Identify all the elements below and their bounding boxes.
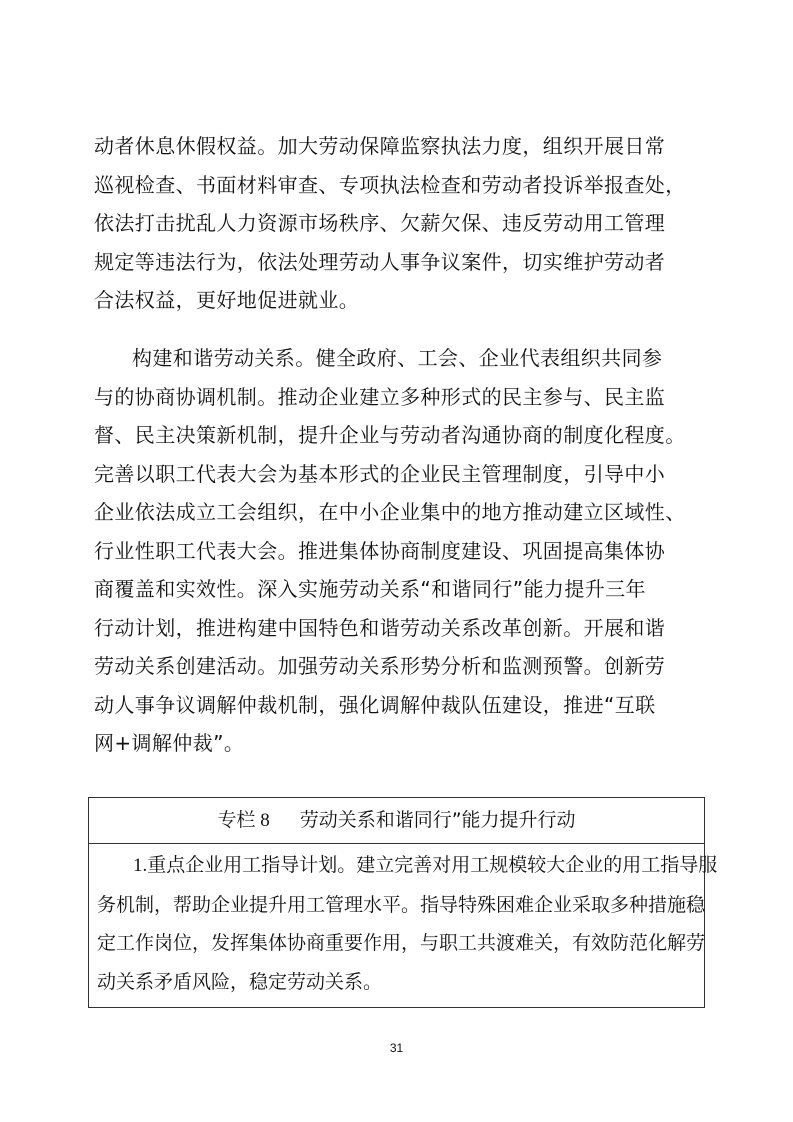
item-number: 1. xyxy=(133,855,148,876)
text-line: 商覆盖和实效性。深入实施劳动关系“和谐同行”能力提升三年 xyxy=(94,577,646,601)
text-line: 依法打击扰乱人力资源市场秩序、欠薪欠保、违反劳动用工管理 xyxy=(94,211,666,235)
text-line: 督、民主决策新机制，提升企业与劳动者沟通协商的制度化程度。 xyxy=(94,423,686,447)
text-line: 劳动关系创建活动。加强劳动关系形势分析和监测预警。创新劳 xyxy=(94,654,666,678)
text-line xyxy=(97,846,718,886)
text-line: 网+调解仲裁”。 xyxy=(94,731,245,755)
text-line: 动人事争议调解仲裁机制，强化调解仲裁队伍建设，推进“互联 xyxy=(94,692,656,717)
text-line: 完善以职工代表大会为基本形式的企业民主管理制度，引导中小 xyxy=(94,461,666,486)
column-title-text: 劳动关系和谐同行”能力提升行动 xyxy=(299,809,576,831)
text-line: 行动计划，推进构建中国特色和谐劳动关系改革创新。开展和谐 xyxy=(94,615,666,640)
text-line: 与的协商协调机制。推动企业建立多种形式的民主参与、民主监 xyxy=(94,384,666,409)
text-line: 定工作岗位，发挥集体协商重要作用，与职工共渡难关，有效防范化解劳 xyxy=(97,932,706,954)
column-box xyxy=(88,797,718,1008)
paragraph-labor-relations xyxy=(94,339,702,763)
text-line: 合法权益，更好地促进就业。 xyxy=(94,288,360,312)
text-line: 动关系矛盾风险，稳定劳动关系。 xyxy=(97,970,383,993)
paragraph-worker-rights xyxy=(94,127,702,320)
text-line: 动者休息休假权益。加大劳动保障监察执法力度，组织开展日常 xyxy=(94,134,666,158)
text-line: 规定等违法行为，依法处理劳动人事争议案件，切实维护劳动者 xyxy=(94,249,666,274)
column-number: 专栏 8 xyxy=(217,810,270,831)
text-line: 构建和谐劳动关系。健全政府、工会、企业代表组织共同参 xyxy=(132,346,663,370)
page-number: 31 xyxy=(389,1041,404,1055)
column-box-body xyxy=(97,846,718,1001)
text-line: 务机制，帮助企业提升用工管理水平。指导特殊困难企业采取多种措施稳 xyxy=(97,893,706,916)
column-box-title xyxy=(89,798,704,844)
text-line: 行业性职工代表大会。推进集体协商制度建设、巩固提高集体协 xyxy=(94,538,666,563)
item-text: 重点企业用工指导计划。建立完善对用工规模较大企业的用工指导服 xyxy=(147,854,718,876)
text-line: 巡视检查、书面材料审查、专项执法检查和劳动者投诉举报查处， xyxy=(94,172,686,197)
text-line: 企业依法成立工会组织，在中小企业集中的地方推动建立区域性、 xyxy=(94,500,686,524)
